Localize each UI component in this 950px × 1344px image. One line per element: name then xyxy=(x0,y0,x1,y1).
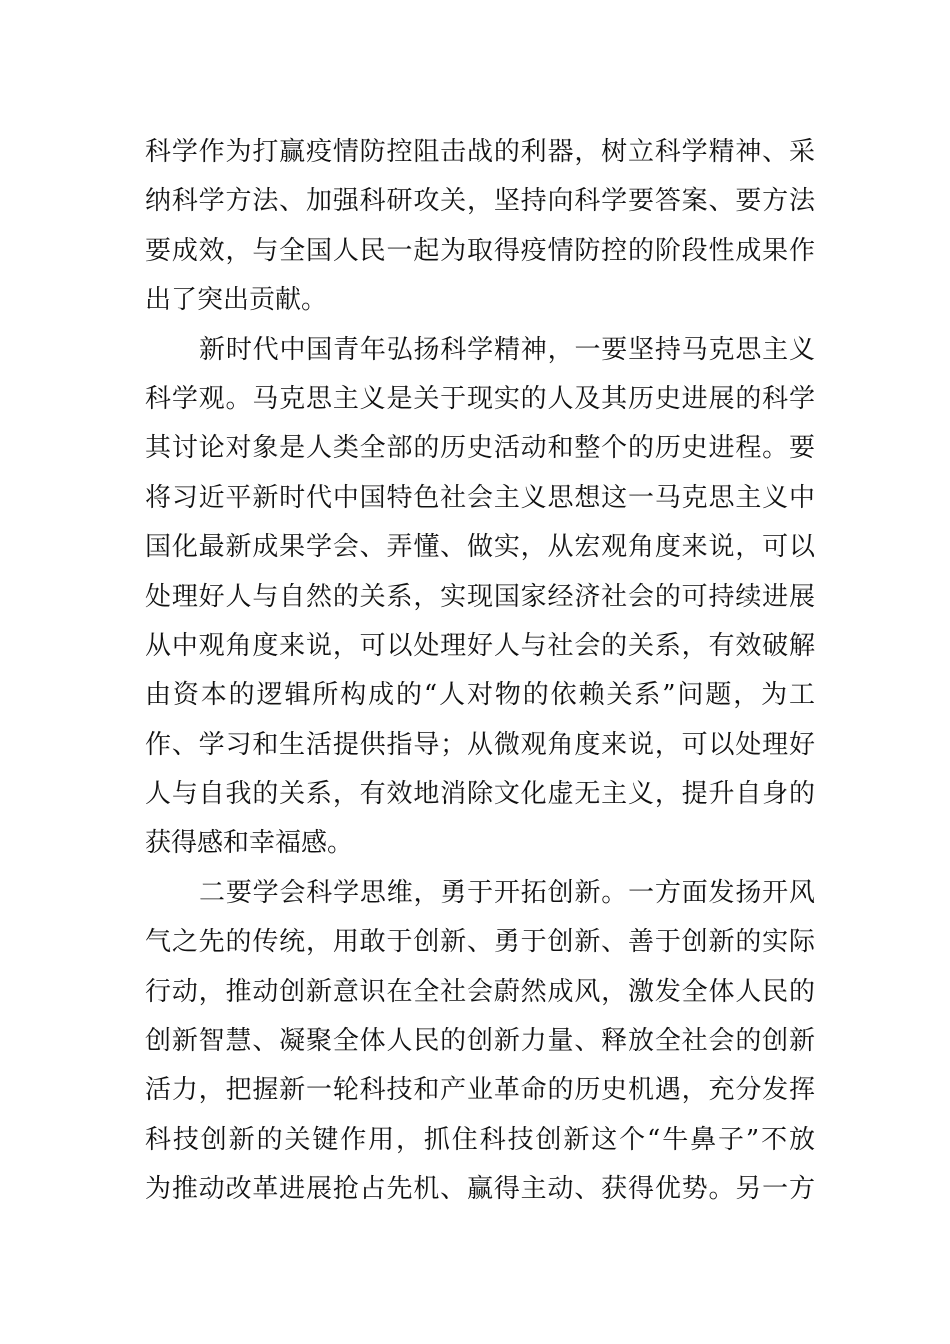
body-text xyxy=(145,128,815,1215)
text-line: 人与自我的关系，有效地消除文化虚无主义，提升自身的 xyxy=(145,779,815,810)
text-line: 处理好人与自然的关系，实现国家经济社会的可持续进展 xyxy=(145,581,815,612)
paragraph-2 xyxy=(145,326,815,869)
text-line: 气之先的传统，用敢于创新、勇于创新、善于创新的实际 xyxy=(145,927,815,958)
paragraph-1 xyxy=(145,128,815,326)
text-line: 作、学习和生活提供指导；从微观角度来说，可以处理好 xyxy=(145,729,815,760)
text-line: 行动，推动创新意识在全社会蔚然成风，激发全体人民的 xyxy=(145,976,815,1007)
text-line: 纳科学方法、加强科研攻关，坚持向科学要答案、要方法 xyxy=(145,186,815,217)
text-line: 其讨论对象是人类全部的历史活动和整个的历史进程。要 xyxy=(145,433,815,464)
text-line: 活力，把握新一轮科技和产业革命的历史机遇，充分发挥 xyxy=(145,1075,815,1106)
text-line: 要成效，与全国人民一起为取得疫情防控的阶段性成果作 xyxy=(145,235,815,266)
paragraph-3 xyxy=(145,869,815,1215)
text-line: 将习近平新时代中国特色社会主义思想这一马克思主义中 xyxy=(145,482,815,513)
text-line: 由资本的逻辑所构成的“人对物的依赖关系”问题，为工 xyxy=(145,680,815,711)
text-line: 国化最新成果学会、弄懂、做实，从宏观角度来说，可以 xyxy=(145,532,815,563)
text-line: 科学观。马克思主义是关于现实的人及其历史进展的科学 xyxy=(145,383,815,414)
text-line: 科技创新的关键作用，抓住科技创新这个“牛鼻子”不放 xyxy=(145,1124,815,1155)
text-line: 出了突出贡献。 xyxy=(145,285,328,316)
text-line: 新时代中国青年弘扬科学精神，一要坚持马克思主义 xyxy=(199,334,815,365)
text-line: 获得感和幸福感。 xyxy=(145,828,354,859)
text-line: 二要学会科学思维，勇于开拓创新。一方面发扬开风 xyxy=(199,877,815,908)
text-line: 为推动改革进展抢占先机、赢得主动、获得优势。另一方 xyxy=(145,1174,815,1205)
text-line: 创新智慧、凝聚全体人民的创新力量、释放全社会的创新 xyxy=(145,1026,815,1057)
text-line: 从中观角度来说，可以处理好人与社会的关系，有效破解 xyxy=(145,630,815,661)
text-line: 科学作为打赢疫情防控阻击战的利器，树立科学精神、采 xyxy=(145,137,815,167)
